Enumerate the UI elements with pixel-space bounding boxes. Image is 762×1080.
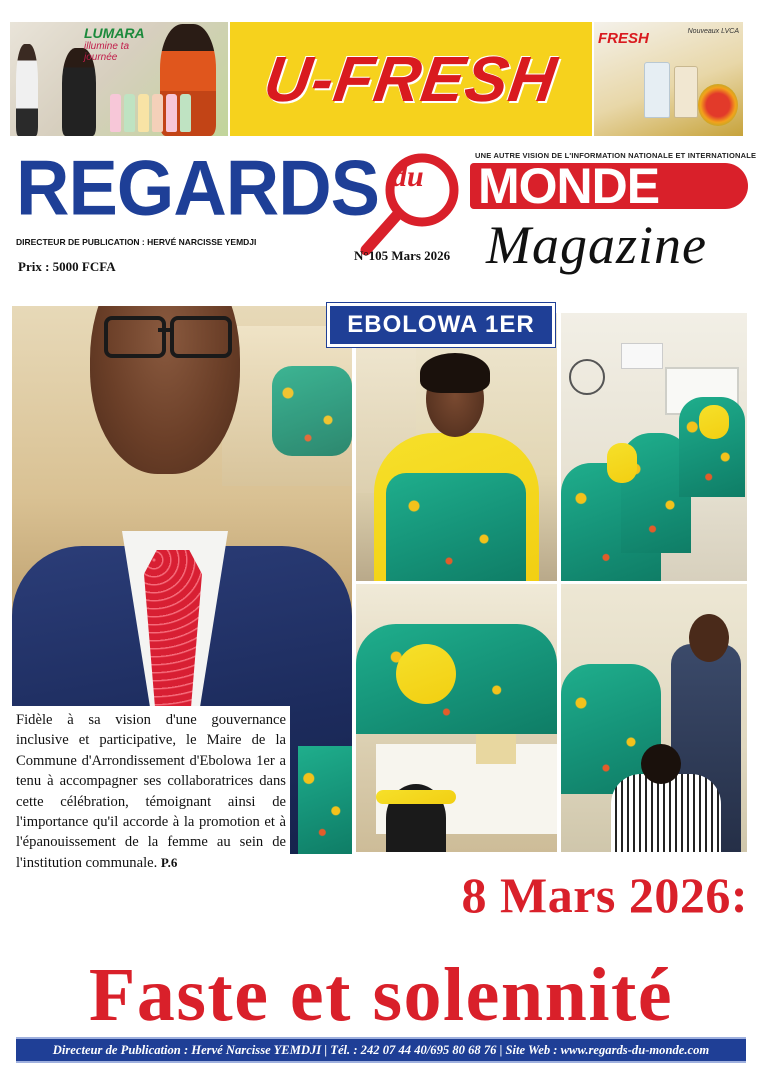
masthead-title-regards: REGARDS xyxy=(16,143,380,232)
ad-person-1 xyxy=(16,44,38,136)
ad-product-bottle xyxy=(644,62,670,118)
man-head-back xyxy=(641,744,681,784)
glasses-bridge xyxy=(158,328,170,332)
ad-bottle xyxy=(152,94,163,132)
ad-bottle xyxy=(110,94,121,132)
ad-ufresh[interactable] xyxy=(230,22,592,136)
ad-bottle xyxy=(124,94,135,132)
glasses-icon xyxy=(170,316,232,358)
ad-banner xyxy=(10,22,743,138)
man-face xyxy=(689,614,729,662)
masthead-price: Prix : 5000 FCFA xyxy=(18,259,116,274)
article-text xyxy=(16,710,286,873)
photo-women-group-room xyxy=(561,313,747,581)
photo-women-seated-table xyxy=(356,584,557,852)
masthead-title-magazine: Magazine xyxy=(486,215,707,275)
photo-woman-smiling xyxy=(356,313,557,581)
masthead-tagline: UNE AUTRE VISION DE L'INFORMATION NATIONALE ET INTERNATIONALE xyxy=(475,151,757,160)
headline-line2: Faste et solennité xyxy=(88,953,674,1037)
table-item xyxy=(476,734,516,764)
glasses-icon xyxy=(104,316,166,358)
man-striped-shirt xyxy=(611,774,721,852)
woman-hair xyxy=(420,353,490,393)
masthead-issue-number: N°105 Mars 2026 xyxy=(354,248,451,263)
fan-icon xyxy=(569,359,605,395)
headline-line1: 8 Mars 2026: xyxy=(461,867,748,923)
ad-product-bottle xyxy=(674,66,698,118)
air-conditioner-icon xyxy=(621,343,663,369)
location-badge xyxy=(327,303,555,347)
ad-fruit-icon xyxy=(698,84,738,126)
women-fabric xyxy=(356,624,557,734)
woman-green-dress xyxy=(386,473,526,581)
headwrap xyxy=(376,790,456,804)
footer-bar xyxy=(16,1037,746,1063)
photo-fabric-corner xyxy=(298,746,352,854)
ad-bottle xyxy=(166,94,177,132)
women-yellow-top xyxy=(699,405,729,439)
ad-ufresh-logo: U-FRESH xyxy=(260,43,562,115)
ad-bottle xyxy=(138,94,149,132)
ad-fresh-slogan: Nouveaux LVCA xyxy=(687,28,739,35)
ad-bottle xyxy=(180,94,191,132)
ad-lumara[interactable] xyxy=(10,22,228,136)
ad-lumara-brand: LUMARA illumine ta journée xyxy=(84,25,145,63)
ad-fresh[interactable] xyxy=(594,22,743,136)
photo-background-fabric xyxy=(272,366,352,456)
masthead-director: DIRECTEUR DE PUBLICATION : HERVÉ NARCISSE YEMDJI xyxy=(16,237,257,247)
ad-fresh-logo: FRESH xyxy=(598,30,649,47)
article-body: Fidèle à sa vision d'une gouvernance inclusive et participative, le Maire de la Commune d'Arrondissement d'Ebolowa 1er a tenu à accompagner ses collaboratrices dans cette célébration, témoignant ainsi de l'importance qu'il accorde à la promotion et à l'épanouissement de la femme au sein de l'institution communale. xyxy=(16,712,286,871)
women-yellow-top xyxy=(396,644,456,704)
article-page-ref[interactable]: P.6 xyxy=(160,854,178,870)
masthead-title-monde: MONDE xyxy=(478,158,660,214)
photo-man-standing xyxy=(561,584,747,852)
location-badge-label: EBOLOWA 1ER xyxy=(347,311,535,338)
footer-text: Directeur de Publication : Hervé Narcisse YEMDJI | Tél. : 242 07 44 40/695 80 68 76 | Site Web : www.regards-du-monde.com xyxy=(52,1042,710,1057)
masthead-title-du: du xyxy=(392,160,424,193)
women-yellow-top xyxy=(607,443,637,483)
